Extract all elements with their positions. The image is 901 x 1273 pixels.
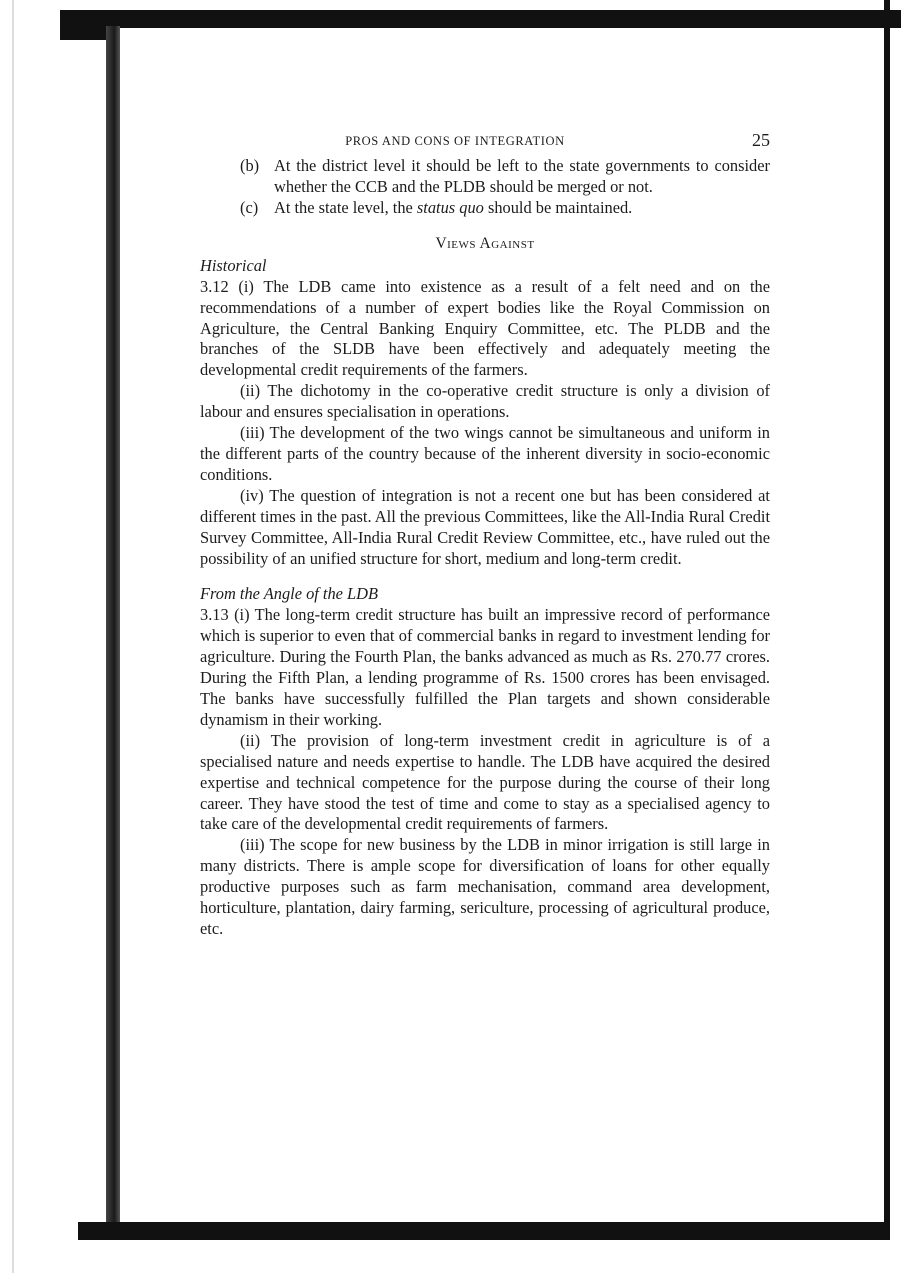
running-head-title: PROS AND CONS OF INTEGRATION [345, 134, 565, 148]
scan-edge-faint [12, 0, 14, 1273]
body-text [200, 156, 770, 940]
subheading-ldb-angle: From the Angle of the LDB [200, 584, 378, 604]
paragraph-3-13-i: 3.13 (i) The long-term credit structure has built an impressive record of performance which is superior to even that of commercial banks in regard to investment lending for agriculture. During the Fourth Plan, the banks advanced as much as Rs. 270.77 crores. During the Fifth Plan, a lending programme of Rs. 1500 crores has been envisaged. The banks have successfully fulfilled the Plan targets and shown considerable dynamism in their working. [200, 605, 770, 729]
list-item-text: should be maintained. [483, 197, 633, 217]
list-item-label: (b) [240, 156, 260, 175]
paragraph-3-13-iii: (iii) The scope for new business by the LDB in minor irrigation is still large in many districts. There is ample scope for diversification of loans for other equally productive purposes such as farm mechanisation, command area development, horticulture, plantation, dairy farming, sericulture, processing of agricultural produce, etc. [200, 835, 770, 938]
list-item-c [200, 198, 770, 219]
list-item-italic-text: status quo [416, 197, 484, 217]
scan-border-bottom [78, 1222, 890, 1240]
paragraph-3-12-iv: (iv) The question of integration is not a recent one but has been considered at different times in the past. All the previous Committees, like the All-India Rural Credit Survey Committee, All-India Rural Credit Review Committee, etc., have ruled out the possibility of an unified structure for short, medium and long-term credit. [200, 485, 770, 568]
subheading-historical: Historical [200, 255, 267, 275]
scan-border-left [106, 26, 120, 1226]
list-item-text: At the district level it should be left to the state governments to consider whether the CCB and the PLDB should be merged or not. [274, 156, 770, 196]
scan-border-right [884, 0, 890, 1240]
scan-border-top [60, 10, 901, 28]
page-number: 25 [752, 130, 770, 150]
paragraph-3-12-ii: (ii) The dichotomy in the co-operative credit structure is only a division of labour and ensures specialisation in operations. [200, 381, 770, 422]
paragraph-3-12-iii: (iii) The development of the two wings cannot be simultaneous and uniform in the different parts of the country because of the inherent diversity in socio-economic conditions. [200, 423, 770, 484]
section-heading: Views Against [435, 234, 535, 252]
list-item-text: At the state level, the [274, 197, 417, 217]
paragraph-3-13-ii: (ii) The provision of long-term investment credit in agriculture is of a specialised nature and needs expertise to handle. The LDB have acquired the desired expertise and technical competence for the purpose during the course of their long career. They have stood the test of time and come to stay as a specialised agency to take care of the developmental credit requirements of farmers. [200, 730, 770, 834]
paragraph-3-12-i: 3.12 (i) The LDB came into existence as a result of a felt need and on the recommendations of a number of expert bodies like the Royal Commission on Agriculture, the Central Banking Enquiry Committee, etc. The PLDB and the branches of the SLDB have been effectively and adequately meeting the developmental credit requirements of the farmers. [200, 276, 770, 380]
book-page [200, 130, 770, 940]
list-item-label: (c) [240, 197, 259, 217]
running-head [200, 130, 770, 156]
list-item-b [200, 156, 770, 198]
